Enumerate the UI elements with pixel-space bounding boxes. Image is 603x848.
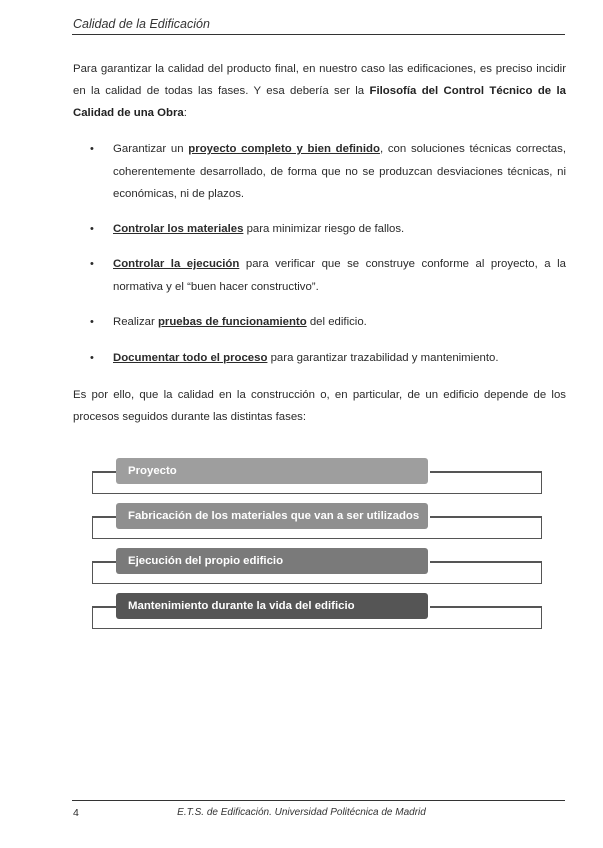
header-rule <box>72 34 565 35</box>
phase-frame-edge <box>430 561 542 563</box>
phase-frame-edge <box>92 471 116 473</box>
bullet-text: para verificar que se construye conforme al proyecto, a la normativa y el “buen hacer constructivo”. <box>113 258 566 293</box>
list-item <box>73 311 566 334</box>
intro-bold: Filosofía del Control Técnico de la Calidad de una Obra <box>73 85 567 119</box>
page-number: 4 <box>73 807 79 819</box>
bullet-text: para minimizar riesgo de fallos. <box>243 222 405 235</box>
phase-frame-edge <box>430 606 542 608</box>
bullet-text: Garantizar un <box>113 143 189 155</box>
phase-frame-edge <box>92 606 116 608</box>
bullet-key: Controlar los materiales <box>113 222 244 235</box>
bullet-dot-icon: • <box>90 258 94 270</box>
list-item <box>73 218 566 241</box>
bullet-dot-icon: • <box>90 143 94 155</box>
list-item <box>73 253 566 298</box>
bullet-key: proyecto completo y bien definido <box>188 143 380 155</box>
bullet-dot-icon: • <box>90 351 94 364</box>
list-item <box>73 347 566 370</box>
phase-row <box>92 458 544 494</box>
footer-text: E.T.S. de Edificación. Universidad Politécnica de Madrid <box>177 807 426 818</box>
phase-bar-2: Ejecución del propio edificio <box>116 548 428 574</box>
bullet-list <box>73 138 566 369</box>
conclusion-paragraph: Es por ello, que la calidad en la construcción o, en particular, de un edificio depende de los procesos seguidos durante las distintas fases: <box>73 389 566 423</box>
bullet-key: Controlar la ejecución <box>113 258 240 270</box>
phase-bar-1: Fabricación de los materiales que van a ser utilizados <box>116 503 428 529</box>
running-header: Calidad de la Edificación <box>73 17 210 31</box>
intro-text: Para garantizar la calidad del producto final, en nuestro caso las edificaciones, es preciso incidir en la calidad de todas las fases. Y esa debería ser la <box>73 63 566 97</box>
phases-diagram <box>92 458 544 638</box>
bullet-key: pruebas de funcionamiento <box>157 316 307 328</box>
bullet-dot-icon: • <box>90 316 94 328</box>
phase-bar-0: Proyecto <box>116 458 428 484</box>
bullet-text: Realizar <box>113 316 158 328</box>
phase-frame-edge <box>430 471 542 473</box>
bullet-key: Documentar todo el proceso <box>113 351 268 364</box>
phase-row <box>92 503 544 539</box>
intro-end: : <box>183 107 187 119</box>
phase-row <box>92 548 544 584</box>
footer-rule <box>72 800 565 801</box>
phase-bar-3: Mantenimiento durante la vida del edificio <box>116 593 428 619</box>
list-item <box>73 138 566 206</box>
phase-frame-edge <box>92 561 116 563</box>
bullet-text: , con soluciones técnicas correctas, coherentemente desarrollado, de forma que no se produzcan desviaciones técnicas, ni económicas, ni de plazos. <box>113 143 566 200</box>
phase-row <box>92 593 544 629</box>
bullet-dot-icon: • <box>90 222 94 235</box>
bullet-text: para garantizar trazabilidad y mantenimiento. <box>267 351 499 364</box>
intro-paragraph <box>73 58 566 124</box>
phase-frame-edge <box>92 516 116 518</box>
bullet-text: del edificio. <box>306 316 367 328</box>
phase-frame-edge <box>430 516 542 518</box>
